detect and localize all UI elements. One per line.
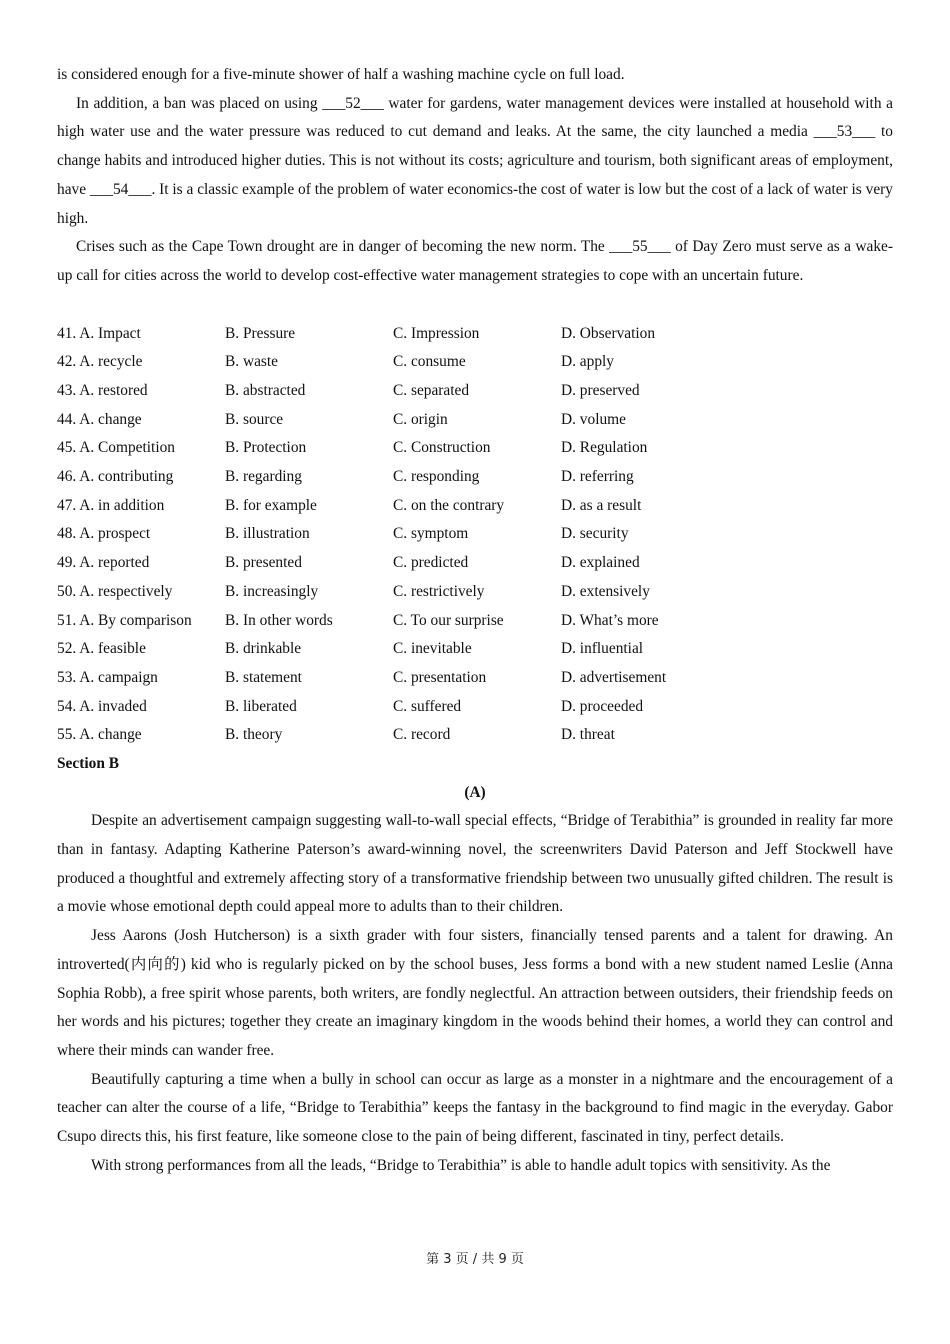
option-a: 44. A. change (57, 410, 142, 428)
option-c: C. on the contrary (393, 496, 505, 514)
option-row (57, 320, 893, 349)
option-row (57, 635, 893, 664)
option-c: C. inevitable (393, 640, 472, 658)
paragraph: Despite an advertisement campaign suggesting wall-to-wall special effects, “Bridge of Terabithia” is grounded in reality far more than in fantasy. Adapting Katherine Paterson’s award-winning novel, the screenwriters David Paterson and Jeff Stockwell have produced a thoughtful and extremely affecting story of a transformative friendship between two unusually gifted children. The result is a movie whose emotional depth could appeal more to adults than to their children. (57, 812, 893, 916)
option-d: D. threat (561, 726, 615, 744)
option-c: C. suffered (393, 697, 462, 715)
option-row (57, 693, 893, 722)
option-b: B. increasingly (225, 582, 319, 600)
option-b: B. source (225, 410, 284, 428)
paragraph: is considered enough for a five-minute shower of half a washing machine cycle on full load. (57, 66, 625, 83)
option-b: B. liberated (225, 697, 297, 715)
option-row (57, 377, 893, 406)
option-c: C. record (393, 726, 451, 744)
option-d: D. volume (561, 410, 626, 428)
option-b: B. theory (225, 726, 283, 744)
option-c: C. origin (393, 410, 448, 428)
option-b: B. Pressure (225, 324, 296, 342)
options-list (57, 320, 893, 750)
option-b: B. presented (225, 554, 302, 572)
option-row (57, 348, 893, 377)
option-b: B. regarding (225, 468, 302, 486)
paragraph: With strong performances from all the leads, “Bridge to Terabithia” is able to handle adult topics with sensitivity. As the (91, 1156, 831, 1174)
option-d: D. advertisement (561, 668, 667, 686)
option-b: B. illustration (225, 525, 310, 543)
section-title: Section B (57, 754, 119, 772)
option-d: D. Regulation (561, 439, 648, 457)
option-c: C. symptom (393, 525, 469, 543)
option-d: D. influential (561, 640, 644, 658)
option-a: 48. A. prospect (57, 525, 151, 543)
option-c: C. To our surprise (393, 611, 504, 629)
page-footer: 第 3 页 / 共 9 页 (426, 1252, 524, 1267)
option-d: D. proceeded (561, 697, 644, 715)
option-row (57, 578, 893, 607)
option-b: B. abstracted (225, 382, 306, 399)
option-d: D. security (561, 525, 629, 543)
option-c: C. Impression (393, 324, 480, 342)
paragraph: Jess Aarons (Josh Hutcherson) is a sixth grader with four sisters, financially tensed parents and a talent for drawing. An introverted(内向的) kid who is regularly picked on by the school buses, Jess forms a bond with a new student named Leslie (Anna Sophia Robb), a free spirit whose parents, both writers, are fondly neglectful. An attraction between outsiders, their friendship feeds on her words and his pictures; together they create an imaginary kingdom in the woods behind their homes, a world they can control and where their minds can wander free. (57, 927, 893, 1059)
option-a: 43. A. restored (57, 382, 148, 399)
option-c: C. consume (393, 353, 466, 371)
option-d: D. referring (561, 468, 634, 486)
option-b: B. drinkable (225, 640, 302, 658)
paragraph: Beautifully capturing a time when a bully in school can occur as large as a monster in a nightmare and the encouragement of a teacher can alter the course of a life, “Bridge to Terabithia” keeps the fantasy in the background to find magic in the everyday. Gabor Csupo directs this, his first feature, like someone close to the pain of being different, fascinated in tiny, perfect details. (57, 1070, 893, 1146)
option-b: B. In other words (225, 611, 333, 629)
option-c: C. predicted (393, 554, 469, 572)
option-a: 50. A. respectively (57, 582, 173, 600)
option-d: D. preserved (561, 382, 640, 399)
option-c: C. restrictively (393, 582, 485, 600)
option-c: C. separated (393, 382, 470, 399)
option-row (57, 664, 893, 693)
option-row (57, 406, 893, 435)
option-a: 52. A. feasible (57, 640, 146, 658)
option-a: 53. A. campaign (57, 668, 158, 686)
option-row (57, 549, 893, 578)
option-d: D. What’s more (561, 611, 659, 629)
option-b: B. waste (225, 353, 279, 371)
option-b: B. for example (225, 496, 317, 514)
document-page (57, 61, 893, 1180)
passage-label: (A) (464, 783, 486, 801)
option-b: B. Protection (225, 439, 307, 457)
option-a: 46. A. contributing (57, 468, 174, 486)
option-b: B. statement (225, 668, 302, 686)
option-row (57, 434, 893, 463)
option-row (57, 721, 893, 750)
option-a: 41. A. Impact (57, 324, 141, 342)
paragraph: Crises such as the Cape Town drought are in danger of becoming the new norm. The ___55___ of Day Zero must serve as a wake-up call for cities across the world to develop cost-effective water management strategies to cope with an uncertain future. (57, 238, 893, 284)
option-row (57, 463, 893, 492)
option-c: C. responding (393, 468, 480, 486)
option-row (57, 607, 893, 636)
option-a: 49. A. reported (57, 554, 150, 572)
option-d: D. as a result (561, 496, 642, 514)
option-a: 47. A. in addition (57, 496, 165, 514)
option-d: D. explained (561, 554, 640, 572)
option-d: D. extensively (561, 582, 650, 600)
paragraph: In addition, a ban was placed on using ___52___ water for gardens, water management devices were installed at household with a high water use and the water pressure was reduced to cut demand and leaks. At the same, the city launched a media ___53___ to change habits and introduced higher duties. This is not without its costs; agriculture and tourism, both significant areas of employment, have ___54___. It is a classic example of the problem of water economics-the cost of water is low but the cost of a lack of water is very high. (57, 94, 893, 227)
option-a: 42. A. recycle (57, 353, 143, 371)
option-a: 55. A. change (57, 726, 142, 744)
option-a: 45. A. Competition (57, 439, 175, 457)
option-a: 51. A. By comparison (57, 611, 192, 629)
option-row (57, 492, 893, 521)
option-c: C. presentation (393, 668, 487, 686)
option-c: C. Construction (393, 439, 491, 457)
option-a: 54. A. invaded (57, 697, 147, 715)
option-row (57, 520, 893, 549)
spacer (57, 291, 893, 320)
option-d: D. Observation (561, 324, 656, 342)
option-d: D. apply (561, 353, 615, 371)
